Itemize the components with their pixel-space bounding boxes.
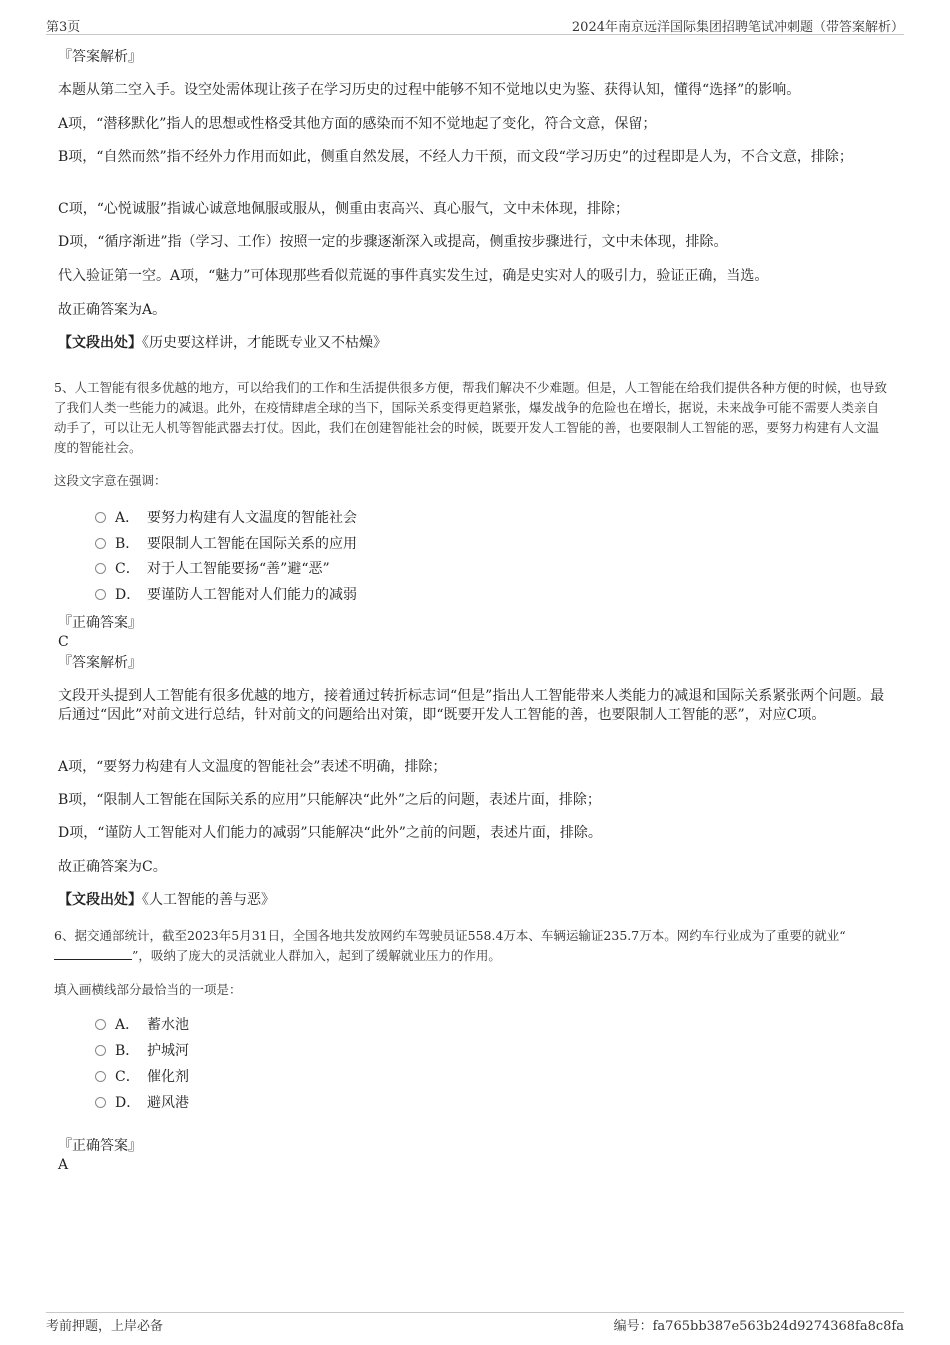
page-footer bbox=[46, 1312, 904, 1337]
q5-source bbox=[58, 891, 893, 910]
q4-analysis-label: 『答案解析』 bbox=[58, 49, 142, 65]
q5-analysis-label: 『答案解析』 bbox=[58, 655, 142, 671]
fill-blank bbox=[54, 947, 132, 960]
q5-analysis-a3: B项，“限制人工智能在国际关系的应用”只能解决“此外”之后的问题，表述片面，排除； bbox=[58, 792, 601, 808]
q5-analysis-a5: 故正确答案为C。 bbox=[58, 859, 167, 875]
q5-answer-label: 『正确答案』 bbox=[58, 615, 142, 631]
q4-source bbox=[58, 334, 893, 353]
q5-analysis-a4: D项，“谨防人工智能对人们能力的减弱”只能解决“此外”之前的问题，表述片面，排除。 bbox=[58, 825, 602, 841]
q4-analysis-p4: C项，“心悦诚服”指诚心诚意地佩服或服从，侧重由衷高兴、真心服气，文中未体现，排除； bbox=[58, 201, 630, 217]
radio-icon[interactable] bbox=[95, 1097, 106, 1108]
radio-icon[interactable] bbox=[95, 589, 106, 600]
q4-analysis-p7: 故正确答案为A。 bbox=[58, 302, 167, 318]
q4-analysis-p2: A项，“潜移默化”指人的思想或性格受其他方面的感染而不知不觉地起了变化，符合文意，保留； bbox=[58, 116, 657, 132]
q6-option-a[interactable]: A． 蓄水池 bbox=[95, 1014, 189, 1036]
q5-stem: 5、人工智能有很多优越的地方，可以给我们的工作和生活提供很多方便，帮我们解决不少难题。但是，人工智能在给我们提供各种方便的时候，也导致了我们人类一些能力的减退。此外，在疫情肆虐全球的当下，国际关系变得更趋紧张，爆发战争的危险也在增长，据说，未来战争可能不需要人类亲自动手了，可以让无人机等智能武器去打仗。因此，我们在创建智能社会的时候，既要开发人工智能的善，也要限制人工智能的恶，要努力构建有人文温度的智能社会。 bbox=[54, 380, 887, 455]
source-label: 【文段出处】 bbox=[58, 335, 142, 351]
footer-slogan: 考前押题，上岸必备 bbox=[46, 1319, 164, 1334]
q5-analysis-a1: 文段开头提到人工智能有很多优越的地方，接着通过转折标志词“但是”指出人工智能带来人类能力的减退和国际关系紧张两个问题。最后通过“因此”对前文进行总结，针对前文的问题给出对策，即“既要开发人工智能的善，也要限制人工智能的恶”，对应C项。 bbox=[58, 688, 885, 723]
q5-option-d[interactable]: D． 要谨防人工智能对人们能力的减弱 bbox=[95, 584, 357, 606]
q5-answer: C bbox=[58, 634, 69, 650]
page-number: 第3页 bbox=[46, 20, 81, 35]
q5-option-a[interactable]: A． 要努力构建有人文温度的智能社会 bbox=[95, 507, 357, 529]
q6-option-c[interactable]: C． 催化剂 bbox=[95, 1066, 189, 1088]
q6-answer-label: 『正确答案』 bbox=[58, 1138, 142, 1154]
q4-analysis-p6: 代入验证第一空。A项，“魅力”可体现那些看似荒诞的事件真实发生过，确是史实对人的吸引力，验证正确，当选。 bbox=[58, 268, 769, 284]
page-header bbox=[46, 14, 904, 35]
q6-option-b[interactable]: B． 护城河 bbox=[95, 1040, 189, 1062]
radio-icon[interactable] bbox=[95, 1045, 106, 1056]
q6-option-d[interactable]: D． 避风港 bbox=[95, 1092, 189, 1114]
radio-icon[interactable] bbox=[95, 512, 106, 523]
q6-prompt: 填入画横线部分最恰当的一项是： bbox=[54, 982, 242, 997]
q5-prompt: 这段文字意在强调： bbox=[54, 473, 167, 488]
document-title: 2024年南京远洋国际集团招聘笔试冲刺题（带答案解析） bbox=[571, 20, 904, 35]
source-title: 《人工智能的善与恶》 bbox=[142, 892, 275, 908]
source-label: 【文段出处】 bbox=[58, 892, 142, 908]
radio-icon[interactable] bbox=[95, 1071, 106, 1082]
q6-stem: 6、据交通部统计，截至2023年5月31日，全国各地共发放网约车驾驶员证558.4万本、车辆运输证235.7万本。网约车行业成为了重要的就业“”，吸纳了庞大的灵活就业人群加入，起到了缓解就业压力的作用。 bbox=[54, 928, 846, 963]
source-title: 《历史要这样讲，才能既专业又不枯燥》 bbox=[142, 335, 387, 351]
document-id: 编号：fa765bb387e563b24d9274368fa8c8fa bbox=[613, 1319, 904, 1334]
q5-analysis-a2: A项，“要努力构建有人文温度的智能社会”表述不明确，排除； bbox=[58, 759, 447, 775]
radio-icon[interactable] bbox=[95, 563, 106, 574]
q5-option-b[interactable]: B． 要限制人工智能在国际关系的应用 bbox=[95, 533, 357, 555]
q4-analysis-p1: 本题从第二空入手。设空处需体现让孩子在学习历史的过程中能够不知不觉地以史为鉴、获得认知，懂得“选择”的影响。 bbox=[58, 82, 801, 98]
q6-answer: A bbox=[58, 1157, 69, 1173]
q4-analysis-p5: D项，“循序渐进”指（学习、工作）按照一定的步骤逐渐深入或提高，侧重按步骤进行，文中未体现，排除。 bbox=[58, 234, 728, 250]
q5-option-c[interactable]: C． 对于人工智能要扬“善”避“恶” bbox=[95, 558, 330, 580]
radio-icon[interactable] bbox=[95, 1019, 106, 1030]
q4-analysis-p3: B项，“自然而然”指不经外力作用而如此，侧重自然发展，不经人力干预，而文段“学习历史”的过程即是人为，不合文意，排除； bbox=[58, 149, 853, 165]
radio-icon[interactable] bbox=[95, 538, 106, 549]
